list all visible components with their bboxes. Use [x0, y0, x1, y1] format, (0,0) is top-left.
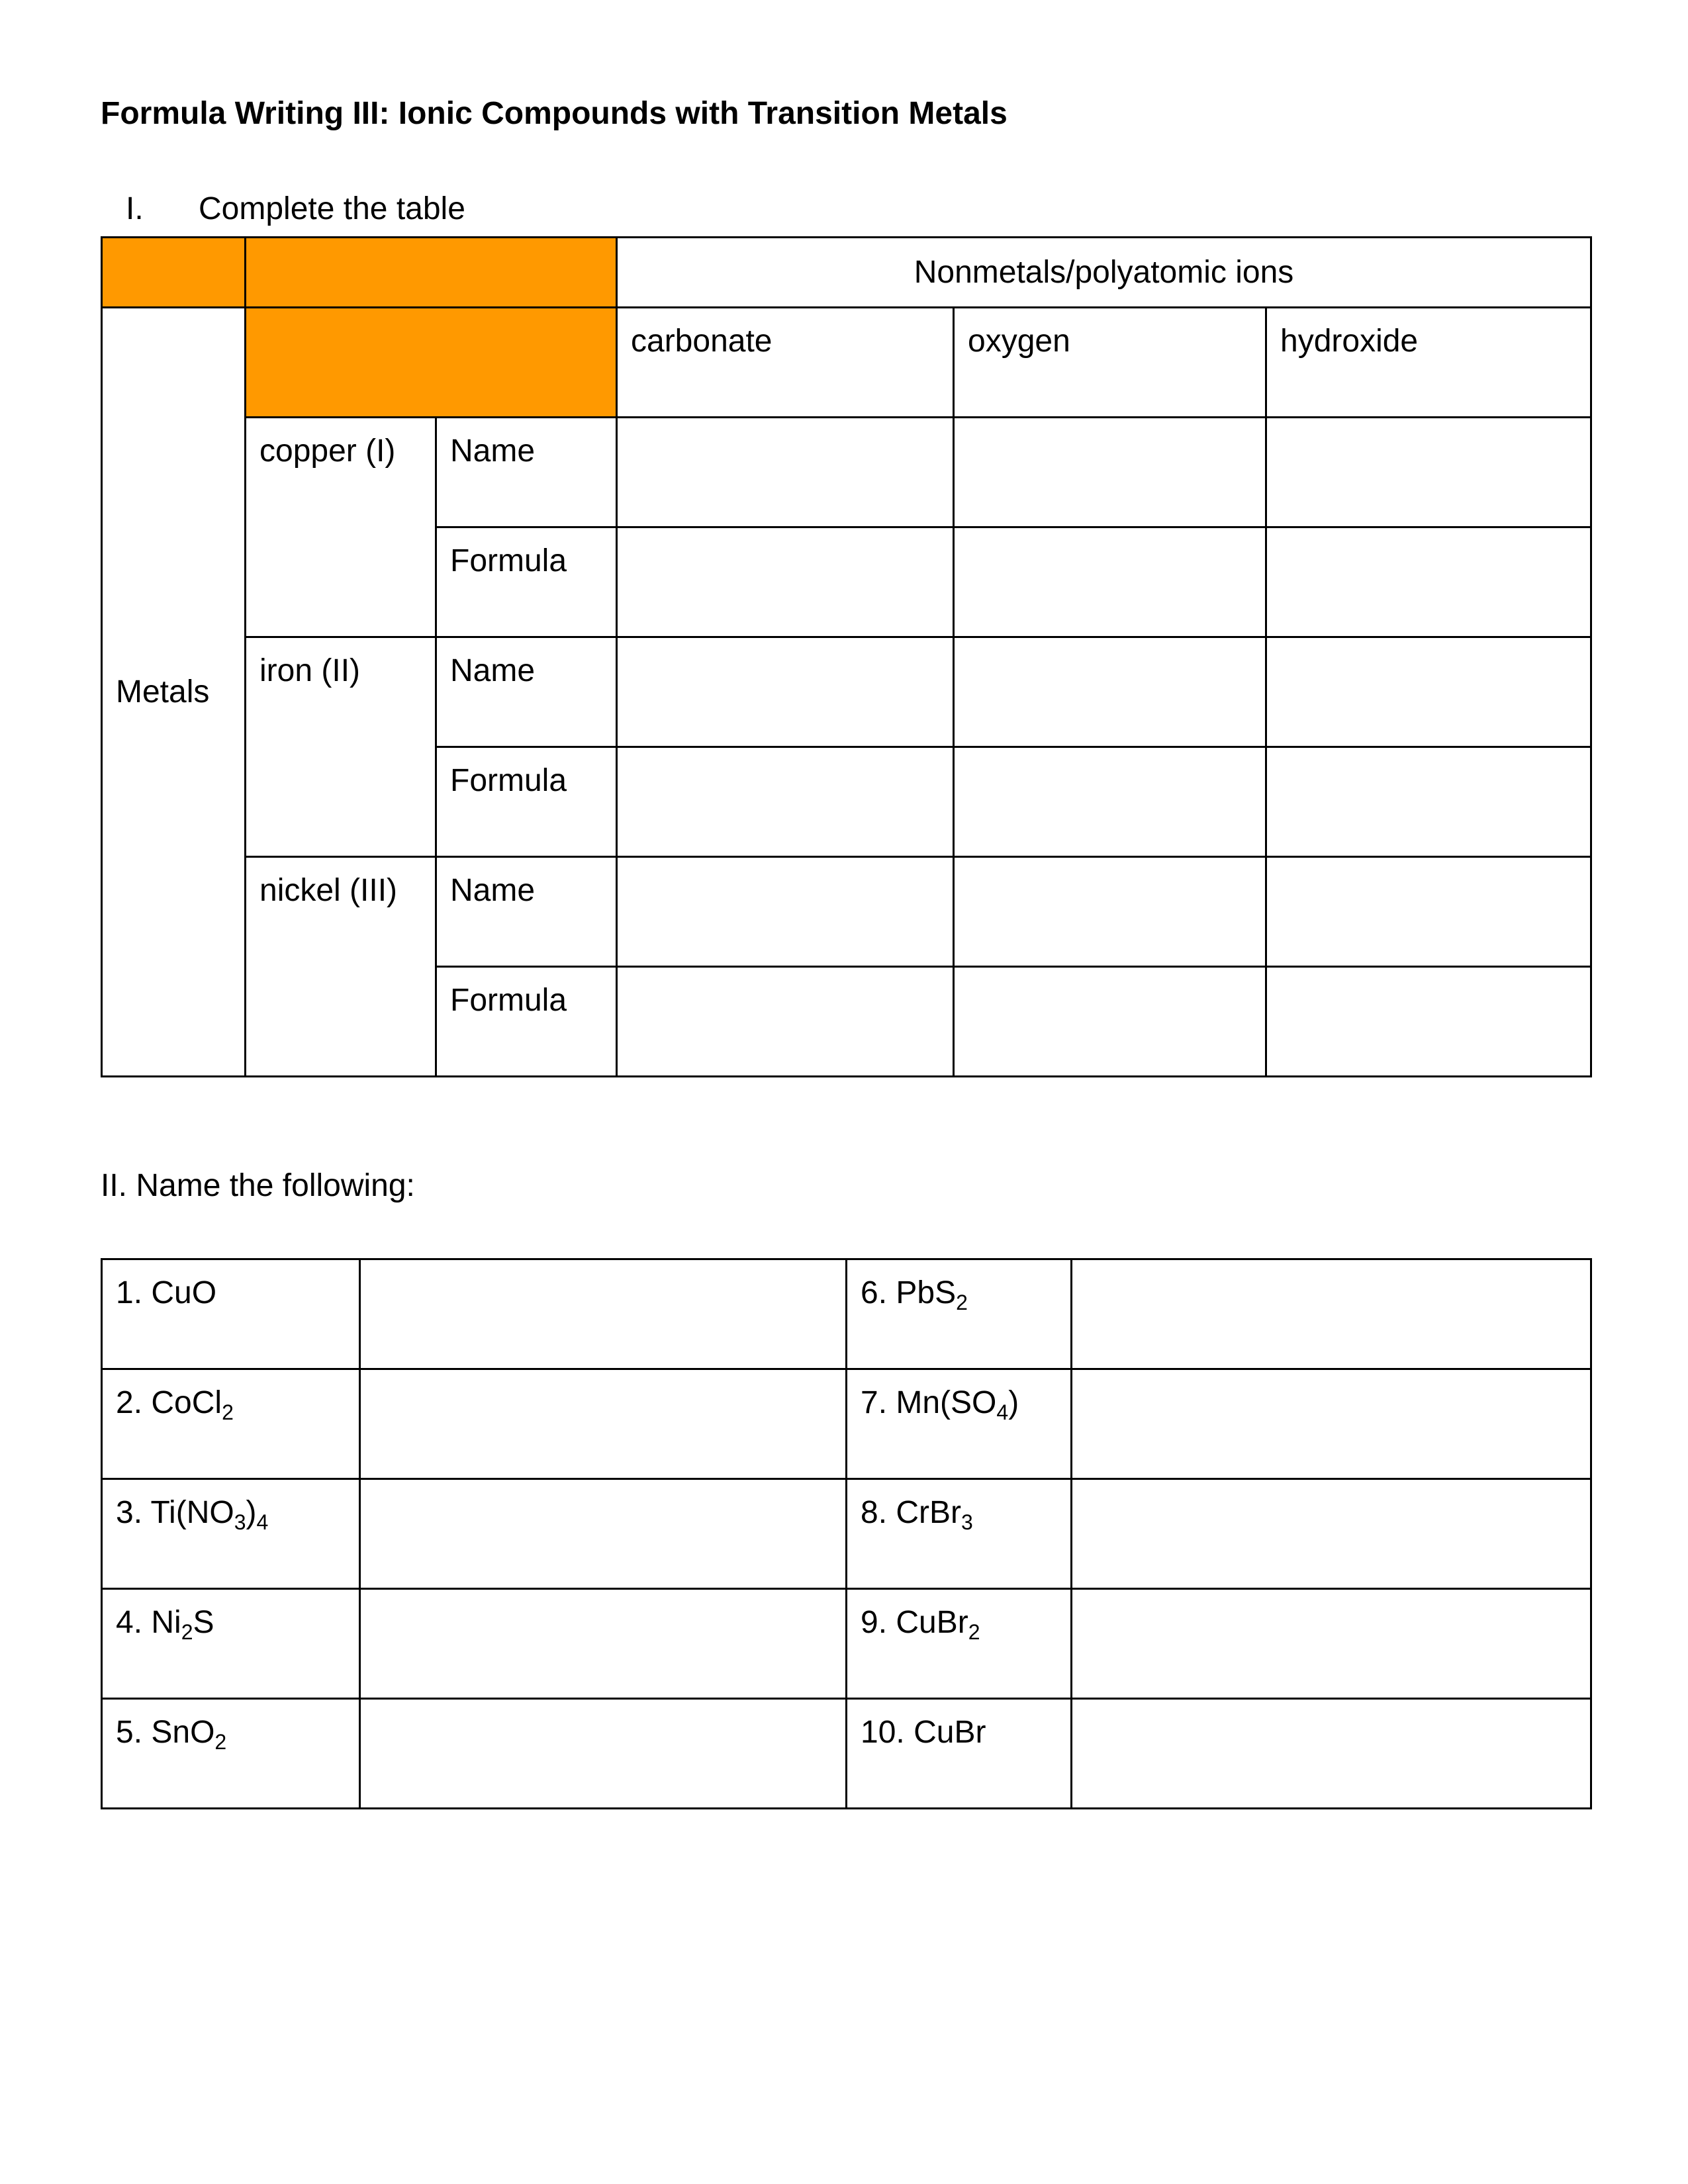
- answer-cell[interactable]: [1072, 1259, 1591, 1369]
- item-number: 2.: [116, 1385, 143, 1420]
- answer-cell[interactable]: [1072, 1589, 1591, 1699]
- formula-subscript: 3: [961, 1510, 973, 1534]
- answer-cell[interactable]: [617, 747, 954, 857]
- row-label-name: Name: [436, 418, 617, 527]
- compound-label: [102, 1479, 360, 1589]
- item-number: 5.: [116, 1715, 143, 1750]
- answer-cell[interactable]: [1072, 1369, 1591, 1479]
- answer-cell[interactable]: [1072, 1479, 1591, 1589]
- item-number: 4.: [116, 1605, 143, 1640]
- formula-text: CuBr: [896, 1605, 968, 1640]
- item-number: 1.: [116, 1275, 143, 1310]
- row-label-name: Name: [436, 637, 617, 747]
- metal-nickel-iii: nickel (III): [246, 857, 436, 1077]
- formula-subscript: 2: [214, 1730, 227, 1754]
- formula-text: Ti(NO: [150, 1495, 234, 1530]
- formula-text: Mn(SO: [896, 1385, 997, 1420]
- section-1-heading: [126, 193, 465, 225]
- compound-label: [102, 1699, 360, 1809]
- name-following-table: [101, 1258, 1592, 1809]
- answer-cell[interactable]: [1266, 747, 1591, 857]
- answer-cell[interactable]: [617, 637, 954, 747]
- item-number: 7.: [861, 1385, 888, 1420]
- formula-subscript: 3: [234, 1510, 246, 1534]
- column-header-carbonate: carbonate: [617, 308, 954, 418]
- formula-subscript: 4: [996, 1400, 1009, 1424]
- answer-cell[interactable]: [617, 857, 954, 967]
- formula-subscript: 2: [222, 1400, 234, 1424]
- formula-text: CuO: [151, 1275, 217, 1310]
- row-label-name: Name: [436, 857, 617, 967]
- formula-text: ): [1008, 1385, 1019, 1420]
- answer-cell[interactable]: [954, 527, 1266, 637]
- nonmetals-header: Nonmetals/polyatomic ions: [617, 238, 1591, 308]
- compound-label: [102, 1369, 360, 1479]
- compound-label: [102, 1589, 360, 1699]
- answer-cell[interactable]: [954, 967, 1266, 1077]
- corner-cell: [246, 238, 617, 308]
- answer-cell[interactable]: [360, 1589, 847, 1699]
- answer-cell[interactable]: [617, 418, 954, 527]
- answer-cell[interactable]: [1266, 418, 1591, 527]
- formula-text: SnO: [151, 1715, 215, 1750]
- formula-text: ): [246, 1495, 257, 1530]
- compound-label: [847, 1259, 1072, 1369]
- formula-subscript: 4: [256, 1510, 269, 1534]
- answer-cell[interactable]: [360, 1369, 847, 1479]
- answer-cell[interactable]: [617, 527, 954, 637]
- row-label-formula: Formula: [436, 527, 617, 637]
- answer-cell[interactable]: [954, 747, 1266, 857]
- item-number: 3.: [116, 1495, 143, 1530]
- formula-text: CrBr: [896, 1495, 962, 1530]
- corner-cell: [102, 238, 246, 308]
- metal-iron-ii: iron (II): [246, 637, 436, 857]
- corner-cell: [246, 308, 617, 418]
- section-1-title: Complete the table: [199, 191, 465, 226]
- answer-cell[interactable]: [617, 967, 954, 1077]
- item-number: 8.: [861, 1495, 888, 1530]
- column-header-hydroxide: hydroxide: [1266, 308, 1591, 418]
- compound-label: [847, 1479, 1072, 1589]
- metal-copper-i: copper (I): [246, 418, 436, 637]
- formula-subscript: 2: [181, 1620, 193, 1644]
- formula-text: S: [193, 1605, 214, 1640]
- answer-cell[interactable]: [360, 1259, 847, 1369]
- metals-header: Metals: [102, 308, 246, 1077]
- row-label-formula: Formula: [436, 747, 617, 857]
- formula-text: Ni: [151, 1605, 181, 1640]
- formula-subscript: 2: [968, 1620, 980, 1644]
- column-header-oxygen: oxygen: [954, 308, 1266, 418]
- answer-cell[interactable]: [954, 637, 1266, 747]
- page-title: Formula Writing III: Ionic Compounds with Transition Metals: [101, 96, 1008, 131]
- item-number: 9.: [861, 1605, 888, 1640]
- answer-cell[interactable]: [360, 1699, 847, 1809]
- answer-cell[interactable]: [954, 857, 1266, 967]
- answer-cell[interactable]: [1266, 637, 1591, 747]
- item-number: 6.: [861, 1275, 888, 1310]
- answer-cell[interactable]: [1072, 1699, 1591, 1809]
- formula-subscript: 2: [956, 1291, 968, 1314]
- answer-cell[interactable]: [1266, 527, 1591, 637]
- answer-cell[interactable]: [360, 1479, 847, 1589]
- formula-text: CuBr: [914, 1715, 986, 1750]
- section-2-heading: II. Name the following:: [101, 1168, 415, 1203]
- formula-text: PbS: [896, 1275, 957, 1310]
- compound-label: [102, 1259, 360, 1369]
- answer-cell[interactable]: [954, 418, 1266, 527]
- answer-cell[interactable]: [1266, 967, 1591, 1077]
- compound-label: [847, 1369, 1072, 1479]
- answer-cell[interactable]: [1266, 857, 1591, 967]
- item-number: 10.: [861, 1715, 905, 1750]
- compound-label: [847, 1699, 1072, 1809]
- row-label-formula: Formula: [436, 967, 617, 1077]
- formula-text: CoCl: [151, 1385, 222, 1420]
- section-1-numeral: I.: [126, 191, 144, 226]
- compound-label: [847, 1589, 1072, 1699]
- complete-table: [101, 236, 1592, 1077]
